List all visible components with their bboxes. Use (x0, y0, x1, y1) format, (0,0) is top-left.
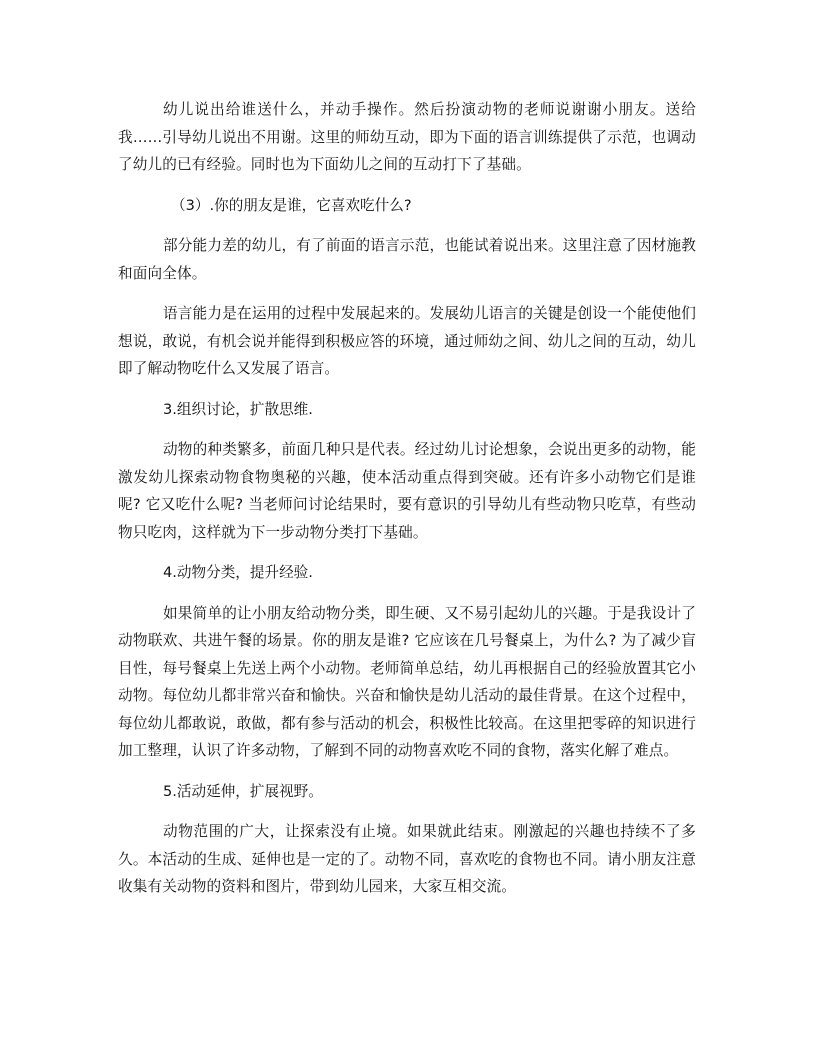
heading-animal-classification: 4.动物分类，提升经验. (163, 564, 313, 581)
heading-organize-discussion: 3.组织讨论，扩散思维. (163, 400, 313, 418)
paragraph-differentiated-teaching: 部分能力差的幼儿，有了前面的语言示范，也能试着说出来。这里注意了因材施教和面向全体。 (118, 237, 696, 282)
paragraph-lunch-scene: 如果简单的让小朋友给动物分类，即生硬、又不易引起幼儿的兴趣。于是我设计了动物联欢、共进午餐的场景。你的朋友是谁? 它应该在几号餐桌上，为什么? 为了减少盲目性，每号餐桌上先送上两个小动物。老师简单总结，幼儿再根据自己的经验放置其它小动物。每位幼儿都非常兴奋和愉快。兴奋和愉快是幼儿活动的最佳背景。在这个过程中，每位幼儿都敢说，敢做，都有参与活动的机会，积极性比较高。在这里把零碎的知识进行加工整理，认识了许多动物，了解到不同的动物喜欢吃不同的食物，落实化解了难点。 (118, 604, 696, 759)
heading-activity-extension: 5.活动延伸，扩展视野。 (163, 782, 323, 800)
paragraph-language-development: 语言能力是在运用的过程中发展起来的。发展幼儿语言的关键是创设一个能使他们想说，敢说，有机会说并能得到积极应答的环境，通过师幼之间、幼儿之间的互动，幼儿即了解动物吃什么又发展了语言。 (118, 305, 696, 377)
paragraph-peer-interaction: 幼儿说出给谁送什么，并动手操作。然后扮演动物的老师说谢谢小朋友。送给我……引导幼儿说出不用谢。这里的师幼互动，即为下面的语言训练提供了示范，也调动了幼儿的已有经验。同时也为下面幼儿之间的互动打下了基础。 (118, 101, 696, 173)
document-page (118, 96, 696, 914)
paragraph-animal-variety: 动物的种类繁多，前面几种只是代表。经过幼儿讨论想象，会说出更多的动物，能激发幼儿探索动物食物奥秘的兴趣，使本活动重点得到突破。还有许多小动物它们是谁呢? 它又吃什么呢? 当老师问讨论结果时，要有意识的引导幼儿有些动物只吃草，有些动物只吃肉，这样就为下一步动物分类打下基础。 (118, 441, 696, 541)
paragraph-collect-materials: 动物范围的广大，让探索没有止境。如果就此结束。刚激起的兴趣也持续不了多久。本活动的生成、延伸也是一定的了。动物不同，喜欢吃的食物也不同。请小朋友注意收集有关动物的资料和图片，带到幼儿园来，大家互相交流。 (118, 823, 696, 895)
subheading-who-is-your-friend: （3）.你的朋友是谁，它喜欢吃什么? (171, 196, 412, 214)
